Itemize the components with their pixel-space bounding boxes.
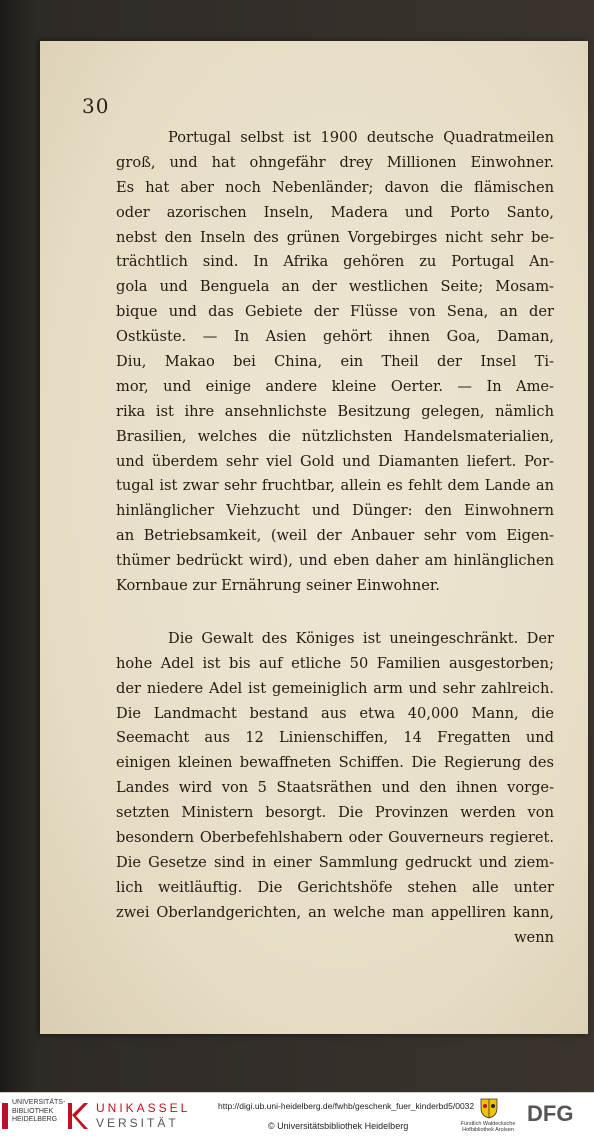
text-line: gola und Benguela an der westlichen Seite; Mosam- <box>116 278 554 296</box>
text-line: Kornbaue zur Ernährung seiner Einwohner. <box>116 577 440 595</box>
text-line: der niedere Adel ist gemeiniglich arm und sehr zahlreich. <box>116 679 554 697</box>
text-line: oder azorischen Inseln, Madera und Porto Santo, <box>116 203 554 221</box>
text-line: Landes wird von 5 Staatsräthen und den ihnen vorge- <box>116 779 554 797</box>
paragraph-gap <box>116 599 554 627</box>
text-line: lich weitläuftig. Die Gerichtshöfe stehen alle unter <box>116 878 554 896</box>
uni-line-3: HEIDELBERG <box>12 1116 58 1123</box>
text-line: hinlänglicher Viehzucht und Dünger: den Einwohnern <box>116 502 554 520</box>
text-line: setzten Ministern besorgt. Die Provinzen werden von <box>116 804 554 822</box>
text-line: wenn <box>514 928 554 946</box>
kassel-text-bottom: VERSITÄT <box>96 1116 179 1130</box>
text-line: Diu, Makao bei China, ein Theil der Insel Ti- <box>116 353 554 371</box>
text-line: Die Landmacht bestand aus etwa 40,000 Mann, die <box>116 704 554 722</box>
text-line: tugal ist zwar sehr fruchtbar, allein es fehlt dem Lande an <box>116 477 554 495</box>
text-line: besondern Oberbefehlshabern oder Gouverneurs regieret. <box>116 829 554 847</box>
text-line: thümer bedrückt wird), und eben daher am hinlänglichen <box>116 552 554 570</box>
dfg-logo[interactable]: DFG <box>527 1101 574 1126</box>
kassel-text-top: UNIKASSEL <box>96 1101 191 1115</box>
kassel-mark-icon <box>66 1101 88 1131</box>
text-line: Portugal selbst ist 1900 deutsche Quadratmeilen <box>168 129 554 146</box>
uni-line-2: BIBLIOTHEK <box>12 1107 54 1115</box>
text-line: an Betriebsamkeit, (weil der Anbauer sehr vom Eigen- <box>116 527 554 545</box>
arms-line-1: Fürstlich Waldecksche <box>460 1121 516 1127</box>
text-line: nebst den Inseln des grünen Vorgebirges nicht sehr be- <box>116 228 554 246</box>
text-line: groß, und hat ohngefähr drey Millionen Einwohner. <box>116 153 554 171</box>
text-line: Brasilien, welches die nützlichsten Handelsmaterialien, <box>116 427 554 445</box>
text-line: und überdem sehr viel Gold und Diamanten liefert. Por- <box>116 452 554 470</box>
text-line: trächtlich sind. In Afrika gehören zu Portugal An- <box>116 253 554 271</box>
coat-of-arms-icon <box>480 1097 498 1119</box>
text-line: Ostküste. — In Asien gehört ihnen Goa, Daman, <box>116 328 554 346</box>
text-line: bique und das Gebiete der Flüsse von Sena, an der <box>116 303 554 321</box>
text-line: hohe Adel ist bis auf etliche 50 Familien ausgestorben; <box>116 654 554 672</box>
copyright-notice: © Universitätsbibliothek Heidelberg <box>268 1121 409 1131</box>
text-line: Die Gesetze sind in einer Sammlung gedruckt und ziem- <box>116 853 554 871</box>
text-line: Seemacht aus 12 Linienschiffen, 14 Fregatten und <box>116 729 554 747</box>
text-line: einigen kleinen bewaffneten Schiffen. Die Regierung des <box>116 754 554 772</box>
text-line: zwei Oberlandgerichten, an welche man appelliren kann, <box>116 903 554 921</box>
text-line: Es hat aber noch Nebenländer; davon die flämischen <box>116 178 554 196</box>
page-number: 30 <box>82 94 110 118</box>
heidelberg-seal-icon <box>2 1103 8 1129</box>
body-text <box>116 126 554 951</box>
arms-line-2: Hofbibliothek Arolsen <box>462 1127 514 1133</box>
arolsen-library-label <box>455 1121 521 1133</box>
uni-line-1: UNIVERSITÄTS- <box>12 1099 66 1106</box>
footer-bar <box>0 1092 594 1140</box>
text-line: Die Gewalt des Königes ist uneingeschränkt. Der <box>168 629 554 647</box>
text-line: rika ist ihre ansehnlichste Besitzung gelegen, nämlich <box>116 402 554 420</box>
kassel-university-logo[interactable] <box>66 1099 206 1133</box>
text-line: mor, und einige andere kleine Oerter. — In Ame- <box>116 377 554 395</box>
permalink-url[interactable]: http://digi.ub.uni-heidelberg.de/fwhb/geschenk_fuer_kinderbd5/0032 <box>218 1101 475 1111</box>
